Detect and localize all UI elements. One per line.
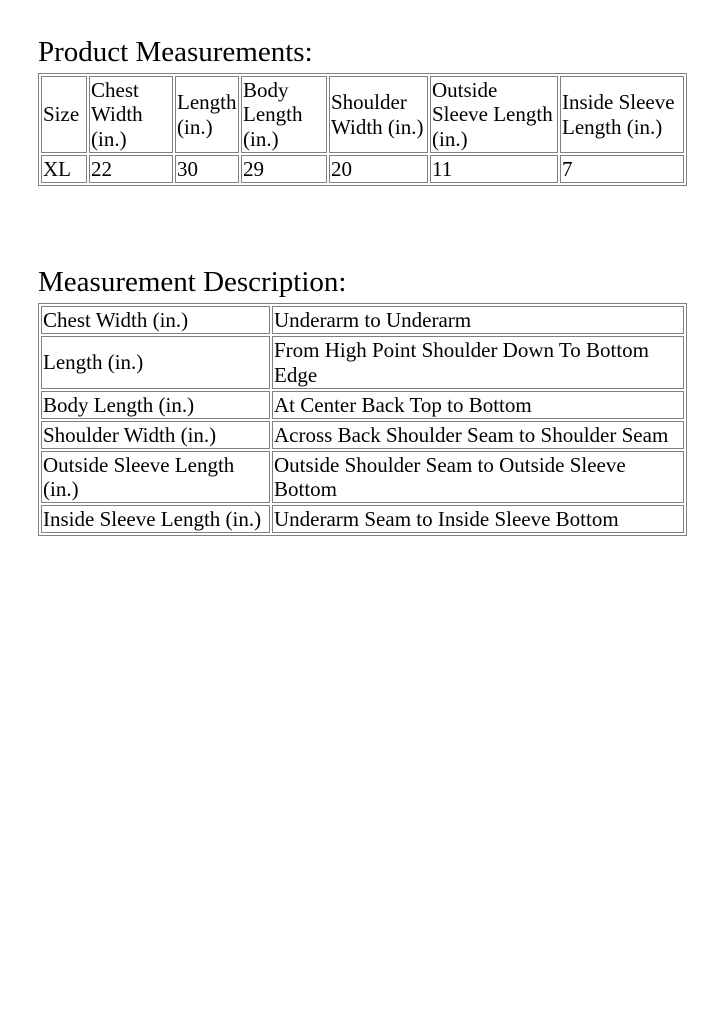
header-cell-shoulder-width: Shoulder Width (in.)	[329, 76, 428, 152]
measurement-description-table	[38, 303, 687, 536]
term-shoulder-width: Shoulder Width (in.)	[41, 421, 270, 449]
term-chest-width: Chest Width (in.)	[41, 306, 270, 334]
header-cell-body-length: Body Length (in.)	[241, 76, 327, 152]
measurements-data-row-xl	[41, 155, 684, 183]
description-length: From High Point Shoulder Down To Bottom Edge	[272, 336, 684, 388]
term-outside-sleeve: Outside Sleeve Length (in.)	[41, 451, 270, 503]
value-chest-width: 22	[89, 155, 173, 183]
value-length: 30	[175, 155, 239, 183]
description-shoulder-width: Across Back Shoulder Seam to Shoulder Seam	[272, 421, 684, 449]
measurement-description-heading: Measurement Description:	[38, 265, 347, 298]
header-cell-length: Length (in.)	[175, 76, 239, 152]
value-shoulder-width: 20	[329, 155, 428, 183]
description-chest-width: Underarm to Underarm	[272, 306, 684, 334]
description-row-chest-width	[41, 306, 684, 334]
description-row-outside-sleeve	[41, 451, 684, 503]
measurements-header-row	[41, 76, 684, 152]
description-row-length	[41, 336, 684, 388]
term-body-length: Body Length (in.)	[41, 391, 270, 419]
header-cell-chest-width: Chest Width (in.)	[89, 76, 173, 152]
header-cell-inside-sleeve: Inside Sleeve Length (in.)	[560, 76, 684, 152]
description-row-inside-sleeve	[41, 505, 684, 533]
description-inside-sleeve: Underarm Seam to Inside Sleeve Bottom	[272, 505, 684, 533]
term-length: Length (in.)	[41, 336, 270, 388]
header-cell-size: Size	[41, 76, 87, 152]
value-body-length: 29	[241, 155, 327, 183]
product-measurements-heading: Product Measurements:	[38, 36, 313, 68]
header-cell-outside-sleeve: Outside Sleeve Length (in.)	[430, 76, 558, 152]
term-inside-sleeve: Inside Sleeve Length (in.)	[41, 505, 270, 533]
product-measurements-table	[38, 73, 687, 186]
value-outside-sleeve: 11	[430, 155, 558, 183]
description-row-shoulder-width	[41, 421, 684, 449]
description-outside-sleeve: Outside Shoulder Seam to Outside Sleeve Bottom	[272, 451, 684, 503]
description-row-body-length	[41, 391, 684, 419]
description-body-length: At Center Back Top to Bottom	[272, 391, 684, 419]
value-inside-sleeve: 7	[560, 155, 684, 183]
value-size: XL	[41, 155, 87, 183]
